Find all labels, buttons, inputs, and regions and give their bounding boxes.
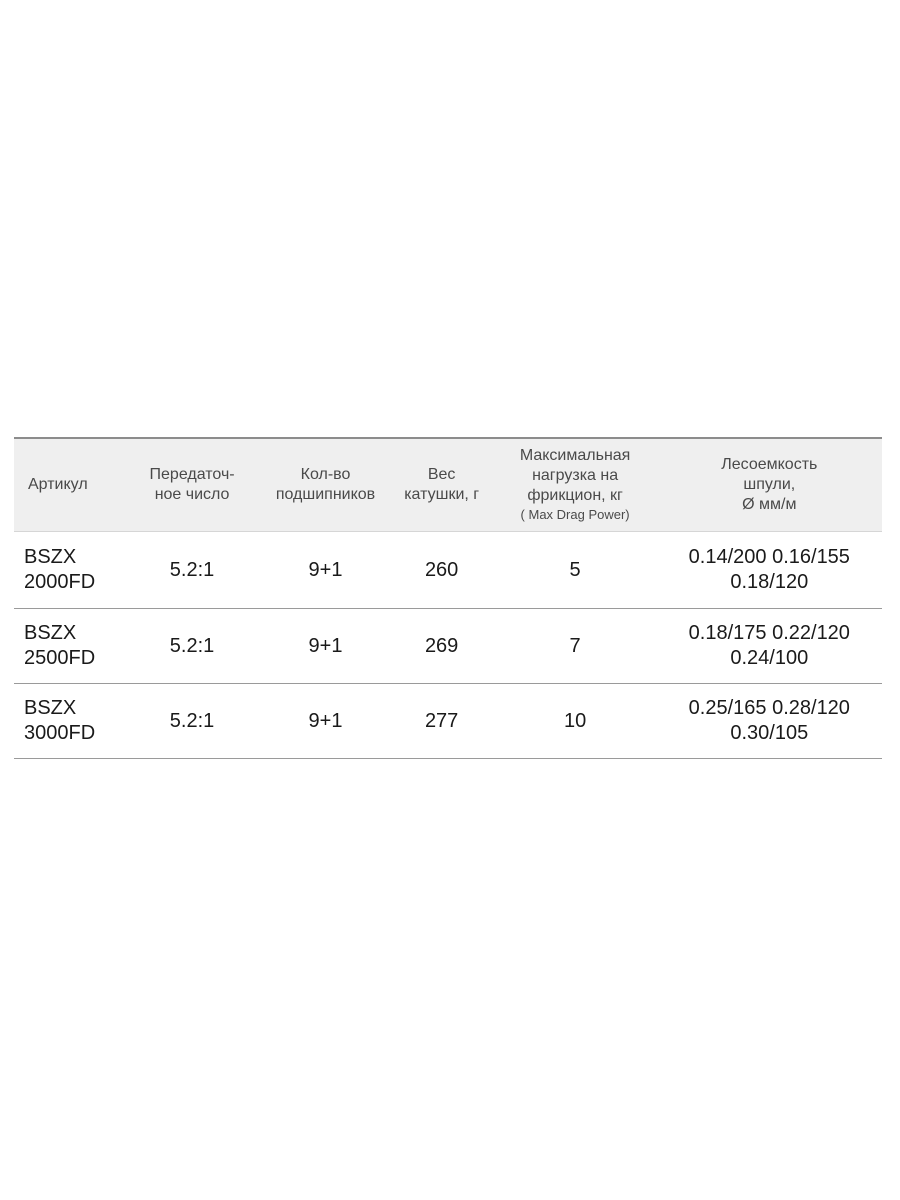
header-max-drag-label: Максимальная нагрузка на фрикцион, кг <box>519 447 631 504</box>
cell-gear-ratio: 5.2:1 <box>169 558 215 581</box>
cell-article: BSZX 2500FD <box>24 622 96 669</box>
header-gear-ratio: Передаточ- ное число <box>149 466 235 503</box>
cell-article: BSZX 3000FD <box>24 697 96 744</box>
cell-line-capacity: 0.18/175 0.22/120 0.24/100 <box>688 622 850 669</box>
header-article: Артикул <box>28 476 88 493</box>
cell-gear-ratio: 5.2:1 <box>169 709 215 732</box>
cell-weight: 269 <box>424 634 459 657</box>
cell-bearings: 9+1 <box>308 709 343 732</box>
cell-gear-ratio: 5.2:1 <box>169 634 215 657</box>
header-max-drag-sub: ( Max Drag Power) <box>520 507 630 522</box>
header-weight: Вес катушки, г <box>404 466 480 503</box>
cell-max-drag: 5 <box>569 558 581 581</box>
header-max-drag <box>494 426 657 544</box>
cell-weight: 277 <box>424 709 459 732</box>
cell-article: BSZX 2000FD <box>24 546 96 593</box>
cell-bearings: 9+1 <box>308 558 343 581</box>
table-row <box>14 532 882 609</box>
cell-line-capacity: 0.14/200 0.16/155 0.18/120 <box>688 546 850 593</box>
cell-weight: 260 <box>424 558 459 581</box>
cell-bearings: 9+1 <box>308 634 343 657</box>
header-bearings: Кол-во подшипников <box>275 466 376 503</box>
table-row <box>14 609 882 684</box>
spec-table <box>14 437 882 759</box>
header-line-capacity: Лесоемкость шпули, Ø мм/м <box>721 456 818 513</box>
table-row <box>14 684 882 759</box>
cell-max-drag: 10 <box>563 709 587 732</box>
cell-max-drag: 7 <box>569 634 581 657</box>
cell-line-capacity: 0.25/165 0.28/120 0.30/105 <box>688 697 850 744</box>
table-header-row <box>14 439 882 532</box>
